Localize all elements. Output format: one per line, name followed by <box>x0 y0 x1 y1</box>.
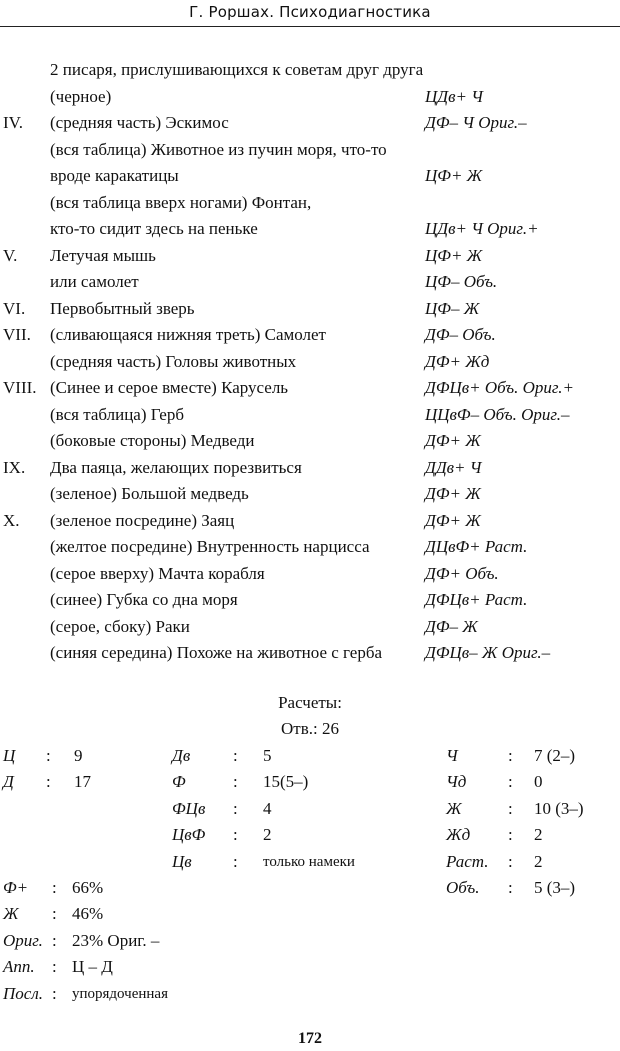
response-code: ДЦвФ+ Раст. <box>425 537 528 556</box>
stat-label: Объ. <box>446 878 480 897</box>
calculations-title: Расчеты: <box>278 693 342 712</box>
stat-value: 5 (3–) <box>534 878 576 897</box>
stat-value: 66% <box>72 878 104 897</box>
response-text: (черное) <box>50 86 112 106</box>
card-number: V. <box>3 245 18 265</box>
response-row <box>0 269 620 296</box>
response-row <box>0 402 620 429</box>
book-title: Г. Роршах. Психодиагностика <box>189 3 431 21</box>
response-text: (Синее и серое вместе) Карусель <box>50 378 289 397</box>
stat-label: Жд <box>446 825 471 845</box>
response-code: ДФ+ Ж <box>425 431 481 450</box>
response-code: ДФ– Ж <box>425 616 478 636</box>
response-row <box>0 243 620 270</box>
stat-value: упорядоченная <box>72 985 168 1002</box>
response-row <box>0 216 620 243</box>
response-text: или самолет <box>50 272 139 291</box>
stat-value: 2 <box>534 851 543 871</box>
page-number: 172 <box>298 1030 322 1047</box>
response-code: ЦДв+ Ч <box>425 86 483 106</box>
response-code: ЦФ+ Ж <box>425 166 483 185</box>
stat-value: 2 <box>534 825 543 845</box>
stat-label: Раст. <box>446 851 489 871</box>
response-row <box>0 534 620 561</box>
response-text: Два паяца, желающих порезвиться <box>50 457 302 477</box>
response-row <box>0 349 620 376</box>
response-code: ДФ– Ч Ориг.– <box>425 113 527 132</box>
stat-value: 17 <box>74 772 91 792</box>
response-code: ДФЦв+ Раст. <box>425 590 528 609</box>
response-text: (зеленое) Большой медведь <box>50 484 249 503</box>
response-row <box>0 296 620 323</box>
stat-separator: : <box>52 983 57 1003</box>
stat-separator: : <box>52 930 57 950</box>
stat-separator: : <box>233 772 238 792</box>
response-text: (желтое посредине) Внутренность нарцисса <box>50 537 370 556</box>
response-row <box>0 428 620 455</box>
stat-value: 10 (3–) <box>534 798 584 818</box>
card-number: IX. <box>3 457 26 477</box>
response-text: (средняя часть) Головы животных <box>50 351 297 371</box>
stat-label: Ж <box>446 798 462 818</box>
response-text: 2 писаря, прислушивающихся к советам друг друга <box>50 60 424 79</box>
responses-list <box>0 57 620 667</box>
stat-label: Ж <box>3 904 19 924</box>
stat-value: 7 (2–) <box>534 746 576 765</box>
response-text: (вся таблица вверх ногами) Фонтан, <box>50 192 312 212</box>
response-code: ДФ+ Ж <box>425 510 481 530</box>
response-code: ДФЦв– Ж Ориг.– <box>425 643 551 662</box>
response-code: ДФ+ Жд <box>425 351 490 371</box>
stat-separator: : <box>46 746 51 765</box>
response-row <box>0 614 620 641</box>
stat-label: ФЦв <box>172 798 206 818</box>
stat-separator: : <box>508 851 513 871</box>
answers-count: Отв.: 26 <box>281 719 339 738</box>
response-code: ДФ+ Ж <box>425 484 481 503</box>
response-row <box>0 163 620 190</box>
card-number: X. <box>3 510 20 530</box>
card-number: VI. <box>3 298 26 318</box>
stat-label: Чд <box>446 772 467 792</box>
response-code: ЦФ– Ж <box>425 298 480 318</box>
response-row <box>0 110 620 137</box>
stat-separator: : <box>52 957 57 977</box>
stat-label: Ориг. <box>3 930 43 950</box>
running-header <box>0 0 620 27</box>
card-number: VIII. <box>3 378 37 397</box>
stat-value: только намеки <box>263 853 355 870</box>
stat-value: 2 <box>263 825 272 845</box>
response-row <box>0 481 620 508</box>
response-row <box>0 640 620 667</box>
response-text: Летучая мышь <box>50 245 156 265</box>
stat-label: Д <box>3 772 14 792</box>
response-text: (вся таблица) Животное из пучин моря, что-то <box>50 139 387 159</box>
response-code: ЦЦвФ– Объ. Ориг.– <box>425 404 570 424</box>
response-row <box>0 561 620 588</box>
stat-value: 23% Ориг. – <box>72 930 160 950</box>
stat-separator: : <box>233 851 238 871</box>
response-text: (синее) Губка со дна моря <box>50 590 238 609</box>
response-text: (синяя середина) Похоже на животное с герба <box>50 643 383 662</box>
response-text: (серое вверху) Мачта корабля <box>50 563 265 583</box>
stat-label: Ф+ <box>3 878 29 897</box>
response-code: ДФЦв+ Объ. Ориг.+ <box>425 378 574 397</box>
stat-label: Ц <box>3 746 16 765</box>
stat-label: Ч <box>446 746 458 765</box>
response-code: ЦФ+ Ж <box>425 245 483 265</box>
response-row <box>0 587 620 614</box>
response-row <box>0 455 620 482</box>
stat-label: Посл. <box>3 983 43 1003</box>
stat-separator: : <box>508 878 513 897</box>
stat-separator: : <box>233 825 238 845</box>
stat-separator: : <box>508 772 513 792</box>
stat-separator: : <box>52 878 57 897</box>
stat-separator: : <box>508 798 513 818</box>
response-code: ЦДв+ Ч Ориг.+ <box>425 219 539 238</box>
card-number: IV. <box>3 113 23 132</box>
response-row <box>0 84 620 111</box>
stat-separator: : <box>233 798 238 818</box>
stat-separator: : <box>46 772 51 792</box>
response-code: ЦФ– Объ. <box>425 272 498 291</box>
stat-separator: : <box>233 746 238 765</box>
response-text: (боковые стороны) Медведи <box>50 431 255 450</box>
response-row <box>0 375 620 402</box>
response-text: Первобытный зверь <box>50 298 195 318</box>
stat-separator: : <box>508 746 513 765</box>
stat-label: Апп. <box>3 957 35 977</box>
response-row <box>0 137 620 164</box>
stat-value: 5 <box>263 746 272 765</box>
stat-label: ЦвФ <box>172 825 206 845</box>
response-code: ДДв+ Ч <box>425 457 482 477</box>
response-code: ДФ+ Объ. <box>425 563 499 583</box>
response-text: кто-то сидит здесь на пеньке <box>50 219 258 238</box>
card-number: VII. <box>3 325 31 344</box>
stat-separator: : <box>52 904 57 924</box>
stat-label: Дв <box>172 746 191 765</box>
stat-value: 15(5–) <box>263 772 309 792</box>
response-row <box>0 190 620 217</box>
stat-label: Ф <box>172 772 186 792</box>
response-text: (серое, сбоку) Раки <box>50 616 190 636</box>
stat-separator: : <box>508 825 513 845</box>
stat-value: Ц – Д <box>72 957 113 977</box>
response-row <box>0 322 620 349</box>
stat-label: Цв <box>172 851 192 871</box>
stat-value: 0 <box>534 772 543 792</box>
response-code: ДФ– Объ. <box>425 325 496 344</box>
response-text: (вся таблица) Герб <box>50 404 184 424</box>
stat-value: 46% <box>72 904 104 924</box>
response-text: (зеленое посредине) Заяц <box>50 510 235 530</box>
response-row <box>0 508 620 535</box>
stat-value: 9 <box>74 746 83 765</box>
response-text: вроде каракатицы <box>50 166 179 185</box>
stat-value: 4 <box>263 798 272 818</box>
response-row <box>0 57 620 84</box>
response-text: (сливающаяся нижняя треть) Самолет <box>50 325 326 344</box>
response-text: (средняя часть) Эскимос <box>50 113 229 132</box>
